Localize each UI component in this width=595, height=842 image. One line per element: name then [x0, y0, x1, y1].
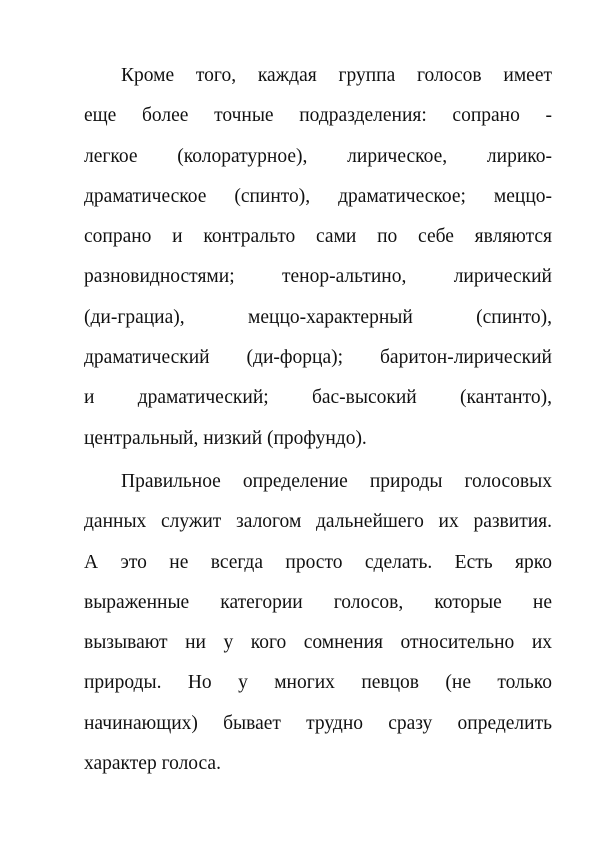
text-line: вызывают ни у кого сомнения относительно их [84, 632, 552, 654]
text-line: (ди-грациа), меццо-характерный (спинто), [84, 306, 552, 328]
text-line: разновидностями; тенор-альтино, лирический [84, 266, 552, 288]
text-line: драматическое (спинто), драматическое; меццо- [84, 185, 552, 207]
text-line: природы. Но у многих певцов (не только [84, 672, 552, 694]
text-line: Правильное определение природы голосовых [121, 470, 552, 492]
paragraph-voice-determination [84, 462, 552, 784]
text-line: выраженные категории голосов, которые не [84, 591, 552, 613]
paragraph-voice-subdivisions [84, 56, 552, 459]
text-line: начинающих) бывает трудно сразу определить [84, 712, 552, 734]
text-line: и драматический; бас-высокий (кантанто), [84, 387, 552, 409]
text-line: легкое (колоратурное), лирическое, лирико- [84, 145, 552, 167]
text-line: характер голоса. [84, 753, 221, 775]
text-line: сопрано и контральто сами по себе являются [84, 226, 552, 248]
text-line: центральный, низкий (профундо). [84, 427, 367, 449]
document-text [84, 56, 552, 784]
text-line: А это не всегда просто сделать. Есть ярко [84, 551, 552, 573]
text-line: драматический (ди-форца); баритон-лирический [84, 347, 552, 369]
text-line: данных служит залогом дальнейшего их развития. [84, 511, 552, 533]
text-line: Кроме того, каждая группа голосов имеет [121, 65, 552, 86]
text-line: еще более точные подразделения: сопрано - [84, 105, 552, 127]
